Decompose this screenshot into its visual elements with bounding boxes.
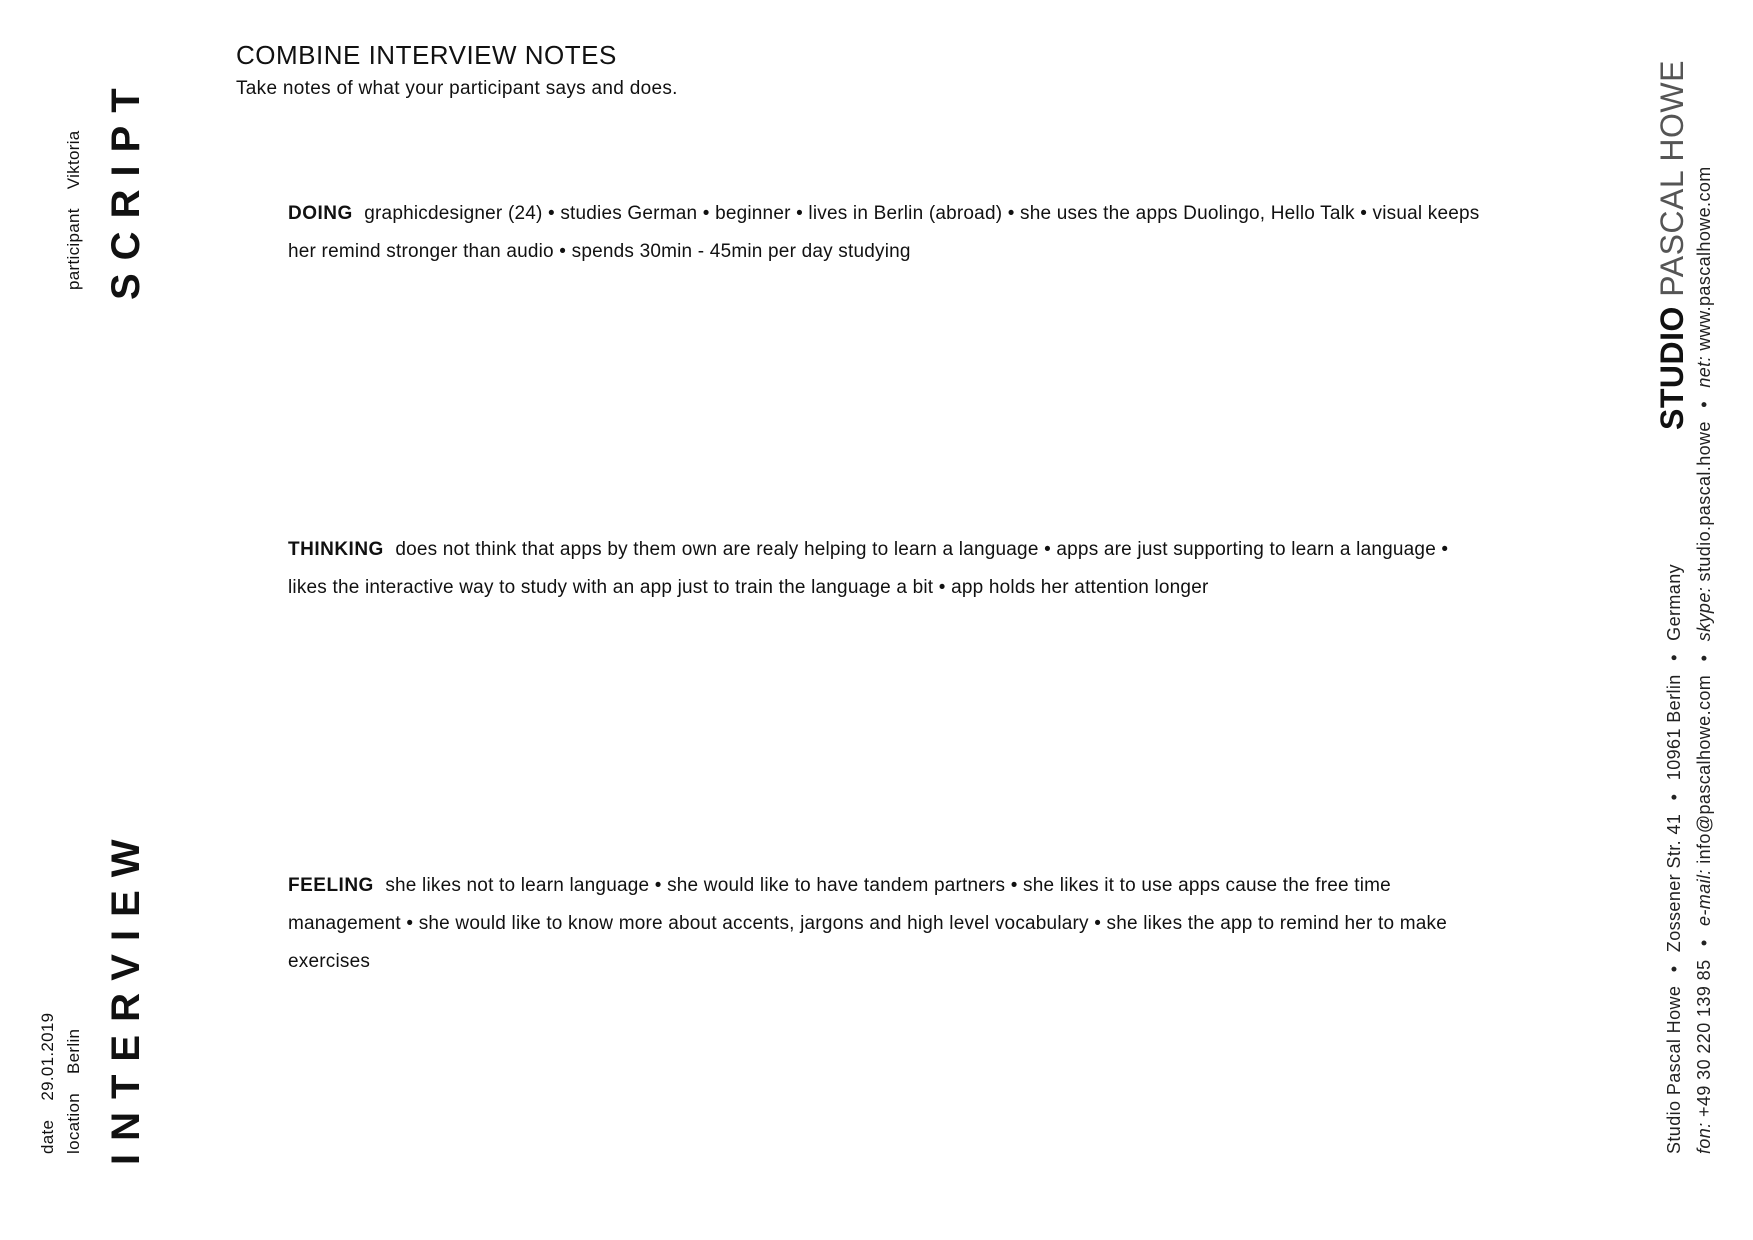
note-doing (288, 195, 1488, 271)
fon-value: +49 30 220 139 85 (1694, 959, 1714, 1117)
skype-label: skype: (1694, 586, 1714, 642)
note-thinking-text: does not think that apps by them own are realy helping to learn a language • apps are just supporting to learn a language • likes the interactive way to study with an app just to train the language a bit • app holds her attention longer (288, 539, 1449, 598)
date-label: date (38, 1119, 57, 1154)
note-doing-label: DOING (288, 203, 353, 224)
separator: • (1664, 654, 1684, 661)
net-label: net: (1694, 356, 1714, 388)
studio-logo (1654, 60, 1691, 430)
participant-value: Viktoria (64, 130, 83, 190)
contact-line (1694, 166, 1715, 1154)
skype-value: studio.pascal.howe (1694, 421, 1714, 582)
sidebar-word-script: SCRIPT (104, 75, 148, 300)
location-label: location (64, 1093, 83, 1154)
address-line (1664, 564, 1685, 1154)
page-subtitle: Take notes of what your participant says and does. (236, 78, 678, 99)
note-doing-text: graphicdesigner (24) • studies German • beginner • lives in Berlin (abroad) • she uses the apps Duolingo, Hello Talk • visual keeps her remind stronger than audio • spends 30min - 45min per day studying (288, 203, 1480, 262)
address-country: Germany (1664, 563, 1684, 641)
note-thinking (288, 531, 1488, 607)
separator: • (1694, 401, 1714, 408)
address-name: Studio Pascal Howe (1664, 985, 1684, 1154)
address-street: Zossener Str. 41 (1664, 813, 1684, 953)
separator: • (1664, 965, 1684, 973)
email-value[interactable]: info@pascalhowe.com (1694, 674, 1714, 864)
net-value[interactable]: www.pascalhowe.com (1694, 166, 1714, 351)
location-value: Berlin (64, 1028, 83, 1074)
participant-row (64, 130, 84, 290)
studio-logo-bold: STUDIO (1654, 306, 1690, 430)
location-row (64, 1029, 84, 1154)
date-value: 29.01.2019 (38, 1012, 57, 1101)
separator: • (1694, 939, 1714, 947)
participant-label: participant (64, 208, 83, 290)
date-row (38, 1013, 58, 1154)
studio-logo-light: PASCAL HOWE (1654, 60, 1690, 297)
sidebar-word-interview: INTERVIEW (104, 826, 148, 1165)
page-title: COMBINE INTERVIEW NOTES (236, 40, 617, 70)
note-feeling-text: she likes not to learn language • she would like to have tandem partners • she likes it to use apps cause the free time management • she would like to know more about accents, jargons and high level vocabulary • she likes the app to remind her to make exercises (288, 875, 1448, 972)
separator: • (1664, 793, 1684, 801)
email-label: e-mail: (1694, 869, 1714, 926)
fon-label: fon: (1694, 1122, 1714, 1154)
address-city: 10961 Berlin (1664, 674, 1684, 781)
note-feeling-label: FEELING (288, 875, 374, 896)
note-feeling (288, 867, 1488, 981)
separator: • (1694, 654, 1714, 662)
note-thinking-label: THINKING (288, 539, 384, 560)
